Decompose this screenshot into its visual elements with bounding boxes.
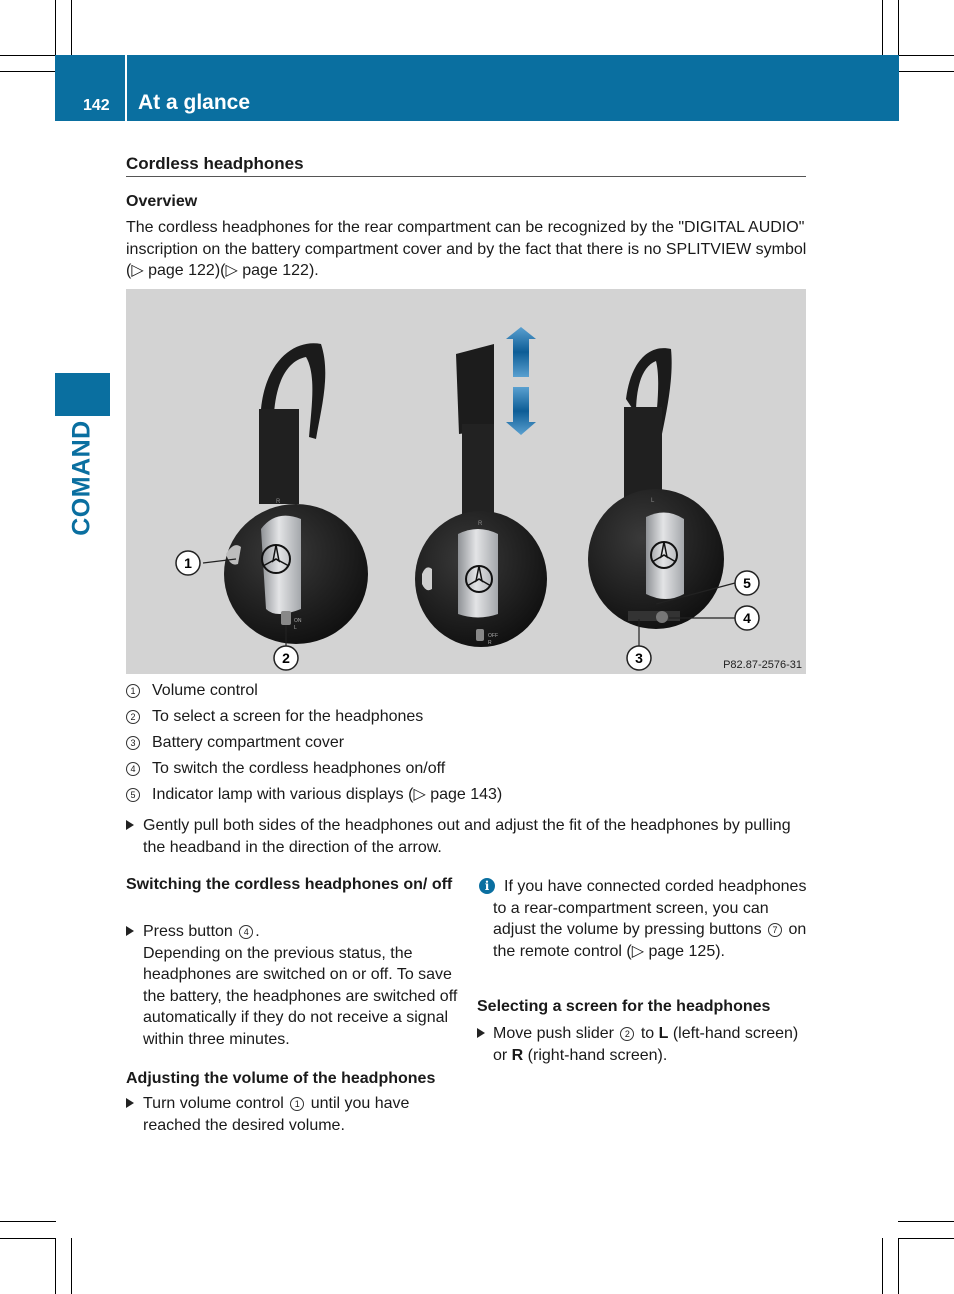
step-text: Turn volume control [143,1095,289,1112]
switch-label: OFF [488,633,498,639]
crop-mark [71,1238,72,1294]
crop-mark [0,71,56,72]
crop-mark [0,1238,56,1239]
side-tab [55,373,110,416]
step-text: Press button [143,923,238,940]
callout-number: 2 [126,710,140,724]
step-text-bold: L [658,1025,669,1042]
callout-number: 5 [126,788,140,802]
callout-number: 1 [290,1097,304,1111]
turn-volume-step [126,1093,458,1136]
crop-mark [55,0,56,56]
step-arrow-icon [477,1028,485,1038]
overview-heading: Overview [126,193,198,210]
legend-text: To switch the cordless headphones on/off [152,760,446,777]
callout-3 [627,646,651,670]
switch-label: ON [294,618,302,624]
step-text: (left-hand screen) or [493,1025,799,1064]
crop-mark [898,0,899,56]
switch-label: R [488,640,492,646]
legend-item [126,784,806,810]
crop-mark [898,1238,954,1239]
figure-code: P82.87-2576-31 [723,659,802,671]
legend-text: Indicator lamp with various displays (▷ page 143) [152,786,503,803]
screen-heading: Selecting a screen for the headphones [477,998,771,1015]
section-title: At a glance [138,91,251,114]
header-divider [125,55,127,121]
figure-legend [126,680,806,810]
crop-mark [71,0,72,56]
callout-4 [735,606,759,630]
crop-mark [882,1238,883,1294]
svg-text:5: 5 [743,575,751,591]
press-button-step [126,921,458,1050]
legend-item [126,706,806,732]
callout-2 [274,646,298,670]
legend-item [126,758,806,784]
side-tab-label: COMAND [67,420,96,536]
callout-number: 1 [126,684,140,698]
step-text: . [255,923,260,940]
page-title: Cordless headphones [126,154,304,173]
crop-mark [898,1221,954,1222]
crop-mark [898,1238,899,1294]
volume-heading: Adjusting the volume of the headphones [126,1070,436,1087]
crop-mark [55,1238,56,1294]
crop-mark [0,1221,56,1222]
instruction-text: Gently pull both sides of the headphones out and adjust the fit of the headphones by pulling the headband in the direction of the arrow. [143,817,791,856]
callout-1 [176,551,200,575]
crop-mark [898,71,954,72]
svg-text:4: 4 [743,610,751,626]
switching-heading: Switching the cordless headphones on/ off [126,876,453,893]
svg-text:2: 2 [282,650,290,666]
callout-number: 7 [768,923,782,937]
earcup-label: R [276,499,281,505]
step-detail: Depending on the previous status, the headphones are switched on or off. To save the battery, the headphones are switched off automatically if they do not receive a signal within three minutes. [143,944,458,1048]
legend-item [126,680,806,706]
crop-mark [882,0,883,56]
earcup-label: R [478,521,483,527]
legend-item [126,732,806,758]
callout-number: 4 [126,762,140,776]
step-arrow-icon [126,926,134,936]
crop-mark [898,55,954,56]
info-text: on the remote control (▷ page 125). [493,921,807,960]
callout-number: 4 [239,925,253,939]
callout-5 [735,571,759,595]
switch-label: L [294,625,297,631]
earcup-label: L [651,498,655,504]
info-note [477,876,807,962]
move-slider-step [477,1023,808,1066]
step-text-bold: R [511,1046,524,1064]
svg-text:1: 1 [184,555,192,571]
headphones-figure [126,289,806,674]
page-number: 142 [83,97,110,114]
callout-number: 2 [620,1027,634,1041]
step-arrow-icon [126,1098,134,1108]
figure-callouts [126,289,806,674]
legend-text: Volume control [152,682,258,699]
step-text: to [636,1025,659,1042]
page-header [55,55,899,121]
crop-mark [0,55,56,56]
overview-text: The cordless headphones for the rear compartment can be recognized by the "DIGITAL AUDIO" inscription on the battery compartment cover and by the fact that there is no SPLITVIEW symbol (▷ page 122)(▷ page 122). [126,219,807,279]
step-text: (right-hand screen). [523,1046,668,1064]
legend-text: Battery compartment cover [152,734,345,751]
callout-number: 3 [126,736,140,750]
svg-text:3: 3 [635,650,643,666]
info-text: If you have connected corded headphones to a rear-compartment screen, you can adjust the volume by pressing buttons [493,878,807,938]
step-arrow-icon [126,820,134,830]
legend-text: To select a screen for the headphones [152,708,424,725]
step-text: until you have reached the desired volume. [143,1095,410,1134]
step-text: Move push slider [493,1025,619,1042]
info-icon: i [479,878,495,894]
instruction-step [126,815,808,858]
title-rule [126,176,806,177]
